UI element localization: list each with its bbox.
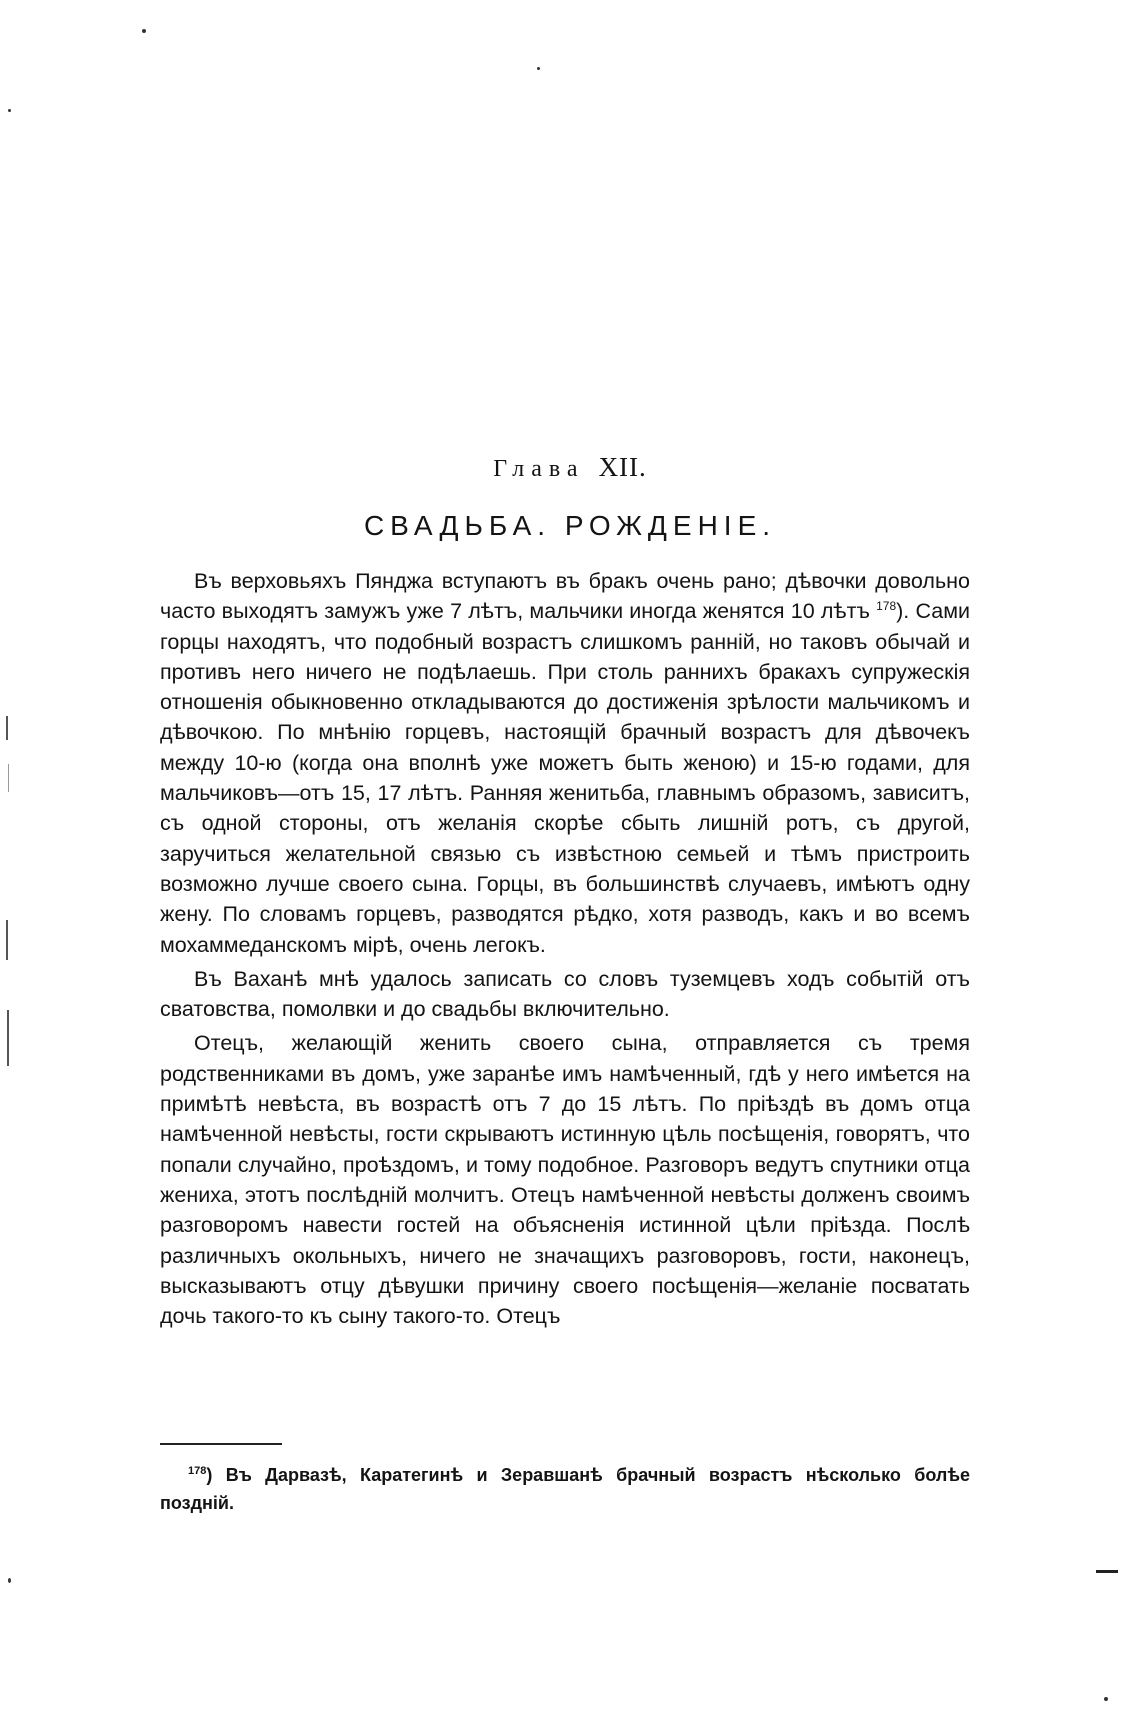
paragraph: Въ Ваханѣ мнѣ удалось записать со словъ туземцевъ ходъ событій отъ сватовства, помолвки и до свадьбы включительно.	[160, 966, 970, 1022]
scan-speck	[1104, 1697, 1108, 1701]
scan-edge-mark	[6, 716, 8, 740]
chapter-label-word: Глава	[493, 456, 585, 482]
scan-speck	[8, 1578, 11, 1583]
chapter-title: СВАДЬБА. РОЖДЕНІЕ.	[363, 510, 777, 541]
footnote-text: ) Въ Дарвазѣ, Каратегинѣ и Зеравшанѣ брачный возрастъ нѣсколько болѣе поздній.	[160, 1465, 970, 1513]
chapter-number: XII.	[598, 452, 647, 482]
footnote-number: 178	[188, 1465, 207, 1477]
paragraph-text: Въ верховьяхъ Пянджа вступаютъ въ бракъ очень рано; дѣвочки довольно часто выходятъ замужъ уже 7 лѣтъ, мальчики иногда женятся 10 лѣтъ	[160, 569, 970, 624]
scan-edge-mark	[7, 1010, 9, 1066]
paragraph-text: ). Сами горцы находятъ, что подобный возрастъ слишкомъ ранній, но таковъ обычай и противъ него ничего не подѣлаешь. При столь раннихъ бракахъ супружескія отношенія обыкновенно откладываются до достиженія зрѣлости мальчикомъ и дѣвочкою. По мнѣнію горцевъ, настоящій брачный возрастъ для дѣвочекъ между 10-ю (когда она вполнѣ уже можетъ быть женою) и 15-ю годами, для мальчиковъ—отъ 15, 17 лѣтъ. Ранняя женитьба, главнымъ образомъ, зависитъ, съ одной стороны, отъ желанія скорѣе сбыть лишній ротъ, съ другой, заручиться желательной связью съ извѣстною семьей и тѣмъ пристроить возможно лучше своего сына. Горцы, въ большинствѣ случаевъ, имѣютъ одну жену. По словамъ горцевъ, разводятся рѣдко, хотя разводъ, какъ и во всемъ мохаммеданскомъ мірѣ, очень легокъ.	[160, 599, 970, 957]
footnote-reference: 178	[876, 599, 897, 614]
paragraph	[160, 566, 970, 960]
footnote	[160, 1461, 970, 1517]
scan-edge-mark	[8, 764, 9, 792]
body-text	[160, 566, 970, 1331]
scan-edge-mark	[1096, 1570, 1118, 1573]
footnote-divider	[160, 1443, 282, 1445]
scan-speck	[537, 67, 540, 70]
scan-speck	[142, 29, 146, 33]
scan-edge-mark	[6, 920, 8, 960]
chapter-label	[0, 452, 1140, 483]
scan-speck	[8, 109, 11, 112]
paragraph: Отецъ, желающій женить своего сына, отправляется съ тремя родственниками въ домъ, уже заранѣе имъ намѣченный, гдѣ у него имѣется на примѣтѣ невѣста, въ возрастѣ отъ 7 до 15 лѣтъ. По пріѣздѣ въ домъ отца намѣченной невѣсты, гости скрываютъ истинную цѣль посѣщенія, говорятъ, что попали случайно, проѣздомъ, и тому подобное. Разговоръ ведутъ спутники отца жениха, этотъ послѣдній молчитъ. Отецъ намѣченной невѣсты долженъ своимъ разговоромъ навести гостей на объясненія истинной цѣли пріѣзда. Послѣ различныхъ окольныхъ, ничего не значащихъ разговоровъ, гости, наконецъ, высказываютъ отцу дѣвушки причину своего посѣщенія—желаніе посватать дочь такого-то къ сыну такого-то. Отецъ	[160, 1031, 970, 1329]
